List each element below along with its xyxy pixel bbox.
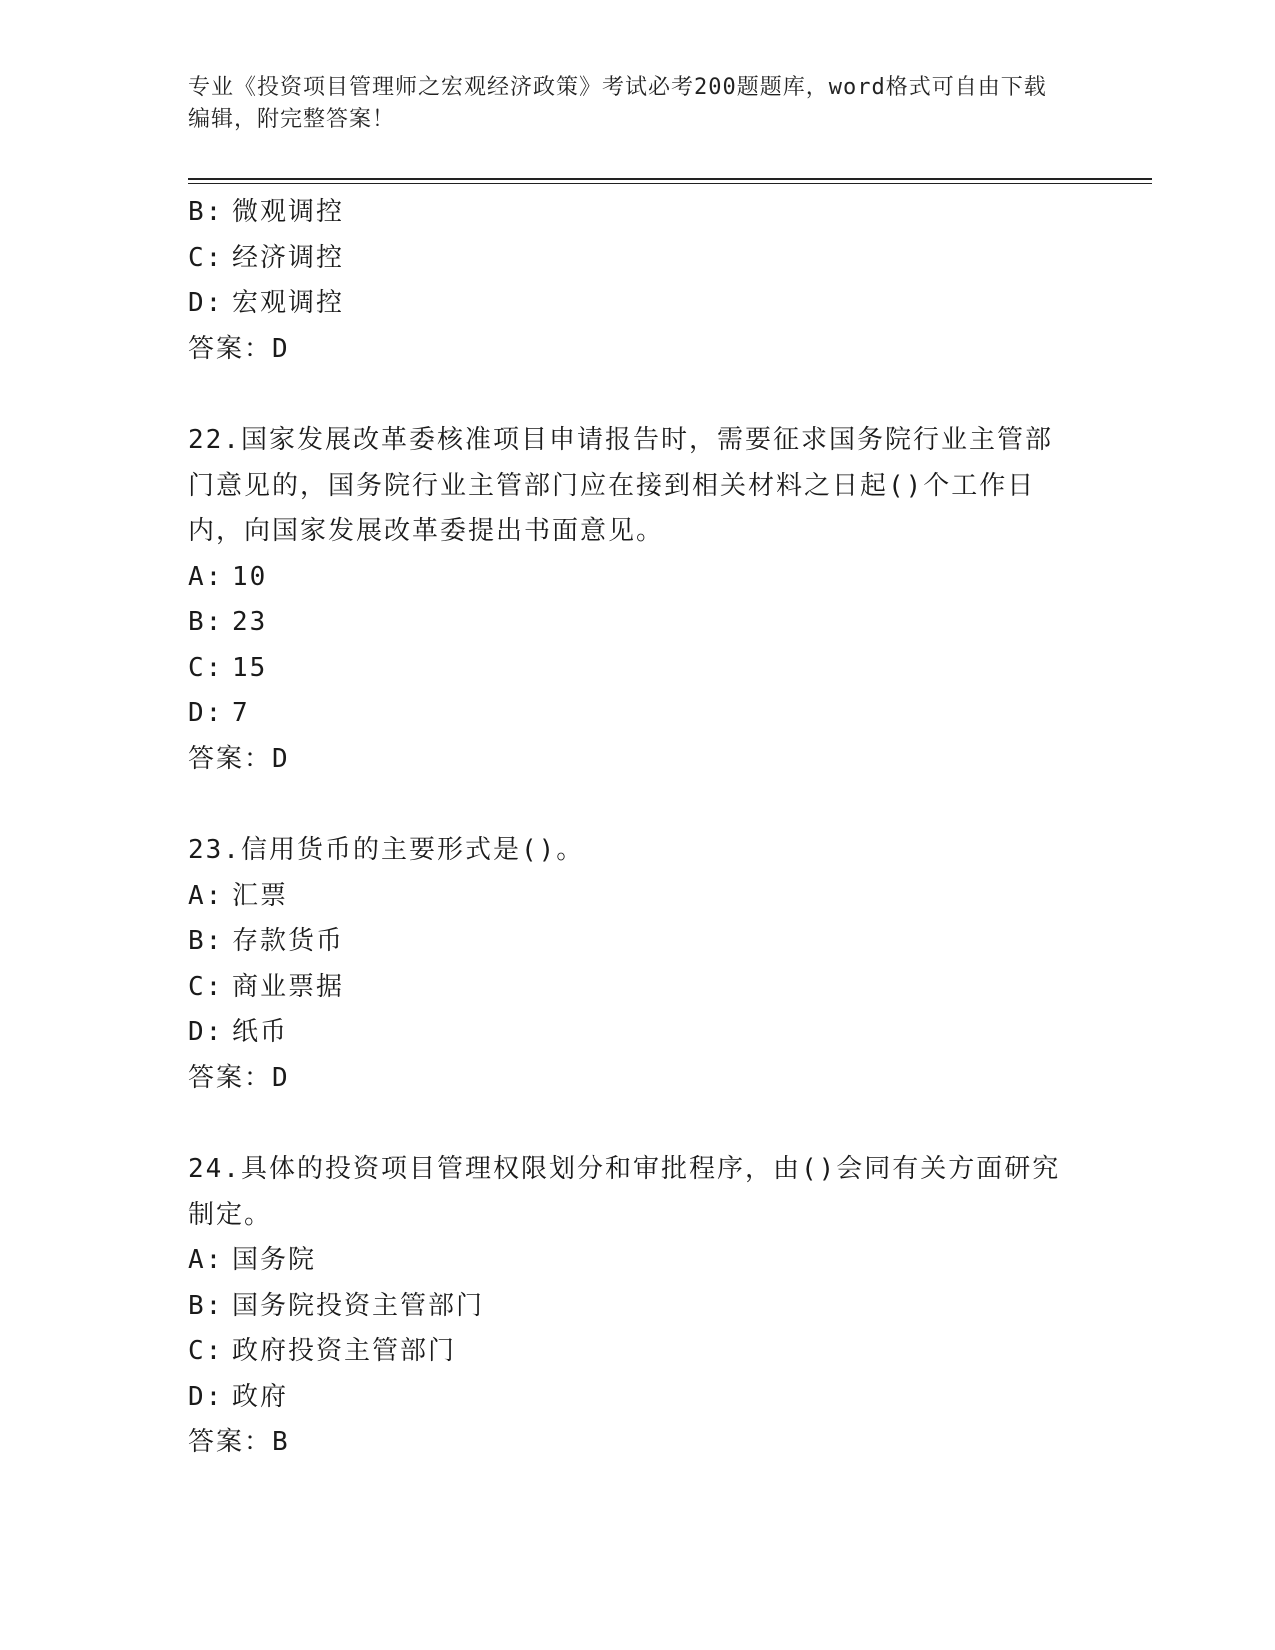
option-a: A: 汇票 [188,880,289,911]
option-c: C: 经济调控 [188,242,345,273]
header-rule-thin [188,183,1152,184]
answer: 答案：D [188,333,290,364]
question-21-continued [188,190,1088,372]
option-d: D: 7 [188,698,250,728]
answer: 答案：B [188,1427,290,1457]
option-c: C: 政府投资主管部门 [188,1336,457,1366]
question-22 [188,418,1088,782]
question-24 [188,1147,1088,1466]
option-d: D: 政府 [188,1381,289,1412]
option-d: D: 宏观调控 [188,288,345,318]
header-text: 专业《投资项目管理师之宏观经济政策》考试必考200题题库，word格式可自由下载编辑，附完整答案！ [188,75,1047,132]
option-a: A: 10 [188,561,268,592]
question-text: 23.信用货币的主要形式是()。 [188,835,585,865]
question-text: 24.具体的投资项目管理权限划分和审批程序，由()会同有关方面研究制定。 [188,1154,1061,1230]
option-b: B: 23 [188,607,268,637]
option-b: B: 存款货币 [188,926,345,956]
question-23 [188,828,1088,1101]
answer: 答案：D [188,1062,290,1093]
option-b: B: 国务院投资主管部门 [188,1290,485,1321]
option-a: A: 国务院 [188,1245,317,1275]
document-header [188,72,1068,136]
question-list [188,190,1088,1466]
answer: 答案：D [188,743,290,774]
option-b: B: 微观调控 [188,197,345,227]
header-rule-thick [188,178,1152,180]
question-text: 22.国家发展改革委核准项目申请报告时，需要征求国务院行业主管部门意见的，国务院行业主管部门应在接到相关材料之日起()个工作日内，向国家发展改革委提出书面意见。 [188,425,1053,546]
option-c: C: 15 [188,652,268,683]
option-d: D: 纸币 [188,1017,289,1047]
option-c: C: 商业票据 [188,971,345,1002]
